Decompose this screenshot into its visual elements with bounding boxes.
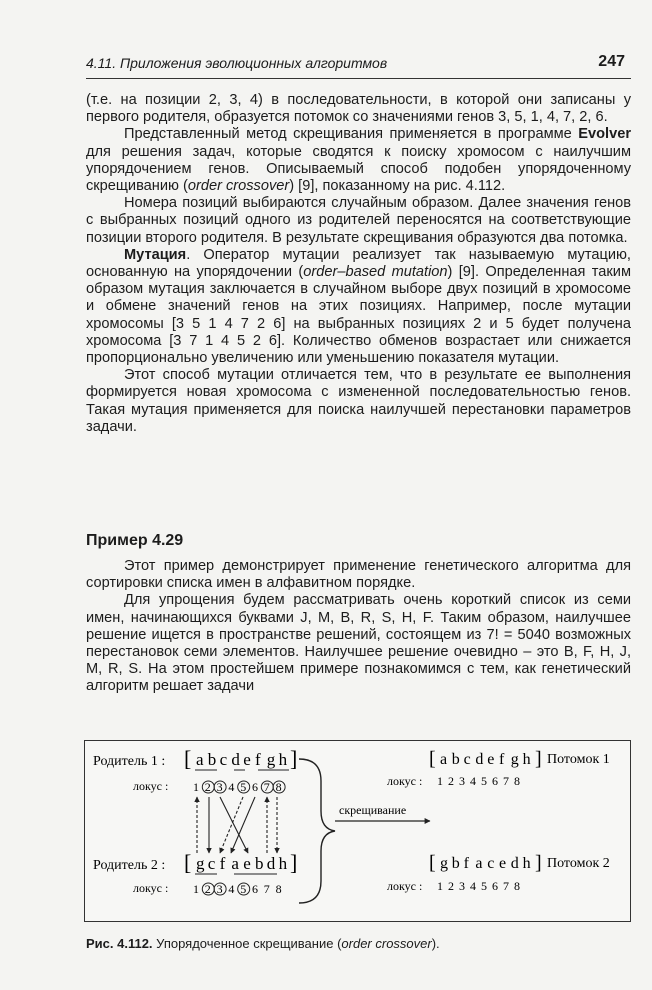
child1-gene: g xyxy=(510,751,519,768)
child2-locus-value: 4 xyxy=(470,879,476,893)
child2-gene: g xyxy=(440,855,448,872)
parent1-locus-value: 4 xyxy=(228,780,235,794)
parent1-locus-value: 1 xyxy=(193,780,199,794)
caption-label: Рис. 4.112. xyxy=(86,936,153,951)
parent1-gene: b xyxy=(207,750,217,769)
crossover-line-3 xyxy=(220,797,248,853)
parent2-locus-value: 1 xyxy=(193,882,199,896)
child2-locus-value: 1 xyxy=(437,879,443,893)
child1-locus-value: 6 xyxy=(492,774,498,788)
example-text xyxy=(86,558,631,696)
child2-gene: c xyxy=(487,855,495,872)
child2-gene: b xyxy=(451,855,460,872)
parent1-locus xyxy=(193,780,285,794)
child1-locus xyxy=(437,774,520,788)
parent1-locus-value: 7 xyxy=(263,780,270,794)
parent2-bracket-open: [ xyxy=(184,850,192,875)
parent2-locus-value: 7 xyxy=(263,882,270,896)
parent1-bracket-close: ] xyxy=(290,746,298,771)
parent2-gene: c xyxy=(207,854,216,873)
evolver-term: Evolver xyxy=(578,126,631,143)
crossover-diagram xyxy=(85,741,630,921)
child2-bracket-open: [ xyxy=(429,852,436,874)
parent2-locus-value: 4 xyxy=(228,882,235,896)
paragraph-5: Этот способ мутации отличается тем, что в результате ее выполнения формируется новая хромосома с измененной последовательностью генов. Такая мутация применяется для поиска наилучшей перестановки параметров задачи. xyxy=(86,367,631,435)
child2-locus-value: 6 xyxy=(492,879,498,893)
parent1-locus-value: 8 xyxy=(275,780,282,794)
parent1-gene: g xyxy=(266,750,276,769)
child2-locus-value: 8 xyxy=(514,879,520,893)
child1-bracket-open: [ xyxy=(429,748,436,770)
parent2-bracket-close: ] xyxy=(290,850,298,875)
child2-gene: f xyxy=(463,855,469,872)
child2-gene: e xyxy=(499,855,507,872)
child1-locus-value: 3 xyxy=(459,774,465,788)
parent2-locus-value: 8 xyxy=(275,882,282,896)
paragraph-3: Номера позиций выбираются случайным образом. Далее значения генов с выбранных позиций одного из родителей переносятся на соответствующие позиции второго родителя. В результате скрещивания образуются два потомка. xyxy=(86,195,631,246)
parent2-genes xyxy=(196,854,288,873)
child2-label: Потомок 2 xyxy=(547,856,610,871)
parent1-gene: d xyxy=(231,750,240,769)
chapter-title: 4.11. Приложения эволюционных алгоритмов xyxy=(86,55,388,71)
child1-gene: d xyxy=(475,751,484,768)
mutation-term: Мутация xyxy=(124,246,187,263)
child1-locus-value: 7 xyxy=(503,774,509,788)
parent1-gene: h xyxy=(278,750,288,769)
child2-gene: d xyxy=(510,855,519,872)
example-paragraph-2: Для упрощения будем рассматривать очень короткий список из семи имен, начинающихся буквами J, M, B, R, S, H, F. Таким образом, наилучшее решение ищется в пространстве решений, состоящем из 7! = 5040 возможных перестановок семи элементов. Наилучшее решение очевидно – это B, F, H, J, M, R, S. На этом простейшем примере познакомимся с тем, как генетический алгоритм решает задачи xyxy=(86,592,631,695)
parent2-gene: h xyxy=(278,854,288,873)
child2-locus-value: 3 xyxy=(459,879,465,893)
parent2-locus-value: 5 xyxy=(240,882,247,896)
parent1-locus-value: 5 xyxy=(240,780,247,794)
child2-locus-value: 2 xyxy=(448,879,454,893)
child1-gene: c xyxy=(463,751,471,768)
child1-label: Потомок 1 xyxy=(547,752,610,767)
parent2-locus-value: 6 xyxy=(252,882,258,896)
parent2-gene: b xyxy=(255,854,264,873)
parent2-gene: f xyxy=(219,854,226,873)
child1-bracket-close: ] xyxy=(535,748,542,770)
child2-locus-value: 5 xyxy=(481,879,487,893)
child1-gene: f xyxy=(499,751,505,768)
parent1-gene: f xyxy=(255,750,261,769)
child2-locus-value: 7 xyxy=(503,879,509,893)
parent1-label: Родитель 1 : xyxy=(93,754,166,769)
page-number: 247 xyxy=(598,53,625,70)
child1-gene: e xyxy=(487,751,495,768)
child1-locus-label: локус : xyxy=(387,774,423,788)
body-text xyxy=(86,92,631,436)
paragraph-2: Представленный метод скрещивания применяется в программе Evolver для решения задач, которые сводятся к поиску хромосом с наилучшим упорядочением генов. Описываемый способ подобен упорядоченному скрещиванию (order crossover) [9], показанному на рис. 4.112. xyxy=(86,126,631,195)
child1-genes xyxy=(440,751,531,768)
child2-genes xyxy=(440,855,531,872)
child1-gene: a xyxy=(440,751,448,768)
parent2-locus-label: локус : xyxy=(133,881,169,895)
crossover-line-5 xyxy=(220,797,243,853)
parent1-gene: e xyxy=(243,750,251,769)
crossover-lines xyxy=(197,797,277,853)
crossover-label: скрещивание xyxy=(339,803,407,817)
parent1-locus-value: 6 xyxy=(252,780,258,794)
parent2-gene: e xyxy=(243,854,251,873)
parent2-locus xyxy=(193,882,282,896)
child2-bracket-close: ] xyxy=(535,852,542,874)
child1-gene: b xyxy=(451,751,460,768)
running-header xyxy=(86,52,631,79)
child2-locus xyxy=(437,879,520,893)
parent1-gene: a xyxy=(196,750,204,769)
child1-locus-value: 1 xyxy=(437,774,443,788)
parent2-locus-value: 3 xyxy=(216,882,223,896)
parent2-gene: a xyxy=(231,854,239,873)
paragraph-1: (т.е. на позиции 2, 3, 4) в последовательности, в которой они записаны у первого родителя, образуется потомок со значениями генов 3, 5, 1, 4, 7, 2, 6. xyxy=(86,92,631,126)
child2-gene: a xyxy=(475,855,483,872)
child2-gene: h xyxy=(522,855,531,872)
child1-locus-value: 2 xyxy=(448,774,454,788)
figure-caption: Рис. 4.112. Упорядоченное скрещивание (order crossover). xyxy=(86,936,440,951)
parent1-gene: c xyxy=(219,750,228,769)
example-paragraph-1: Этот пример демонстрирует применение генетического алгоритма для сортировки списка имен в алфавитном порядке. xyxy=(86,558,631,592)
parent1-bracket-open: [ xyxy=(184,746,192,771)
crossover-figure xyxy=(84,740,631,922)
parent2-gene: d xyxy=(266,854,276,873)
child1-locus-value: 8 xyxy=(514,774,520,788)
brace xyxy=(299,759,335,903)
parent1-locus-value: 3 xyxy=(216,780,223,794)
parent1-genes xyxy=(196,750,288,769)
example-heading: Пример 4.29 xyxy=(86,532,184,549)
child1-locus-value: 5 xyxy=(481,774,487,788)
parent2-locus-value: 2 xyxy=(204,882,211,896)
parent2-label: Родитель 2 : xyxy=(93,858,166,873)
child2-locus-label: локус : xyxy=(387,879,423,893)
child1-locus-value: 4 xyxy=(470,774,476,788)
paragraph-4: Мутация. Оператор мутации реализует так называемую мутацию, основанную на упорядочении (order–based mutation) [9]. Определенная таким образом мутация заключается в случайном выборе двух позиций в хромосоме и обмене значений генов на этих позициях. Например, после мутации хромосомы [3 5 1 4 7 2 6] на выбранных позициях 2 и 5 будет получена хромосома [3 7 1 4 5 2 6]. Количество обменов возрастает или снижается пропорционально увеличению или уменьшению показателя мутации. xyxy=(86,246,631,367)
parent1-locus-label: локус : xyxy=(133,779,169,793)
parent1-locus-value: 2 xyxy=(204,780,211,794)
parent2-gene: g xyxy=(196,854,205,873)
child1-gene: h xyxy=(522,751,531,768)
